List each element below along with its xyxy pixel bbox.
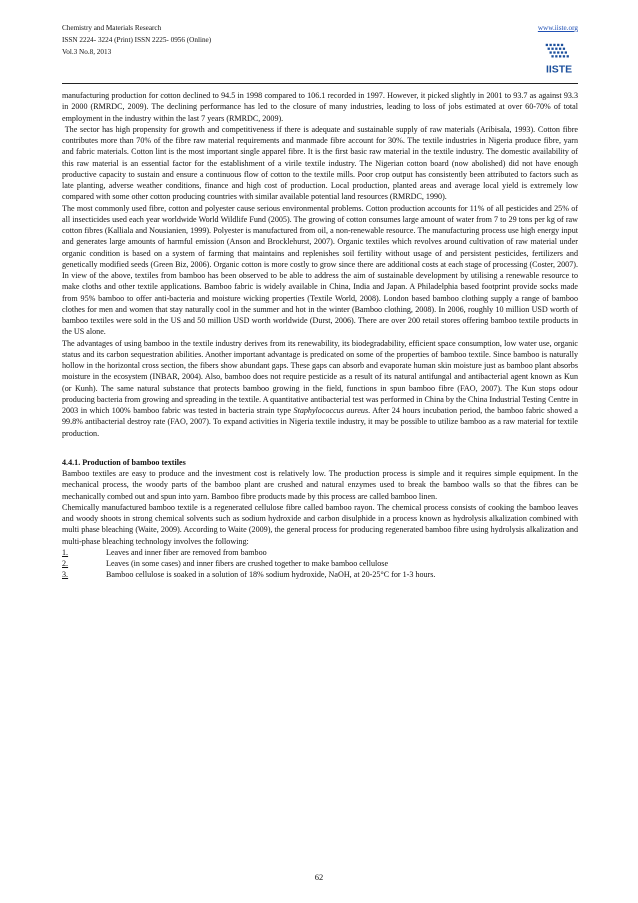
volume-line: Vol.3 No.8, 2013: [62, 48, 112, 56]
list-number: 3.: [62, 570, 69, 580]
paragraph: manufacturing production for cotton declined to 94.5 in 1998 compared to 106.1 recorded in 1997. However, it picked slightly in 2001 to 93.7 as against 93.3 in 2000 (RMRDC, 2009). The declining performance has led to the closure of many industries, leading to loss of jobs estimated at over 60-70% of total employment in the industry within the last 7 years (RMRDC, 2009).: [62, 91, 578, 123]
paragraph: The advantages of using bamboo in the textile industry derives from its renewability, its biodegradability, efficient space consumption, low water use, organic status and its carbon sequestration abilities. Another important advantage is predicated on some of the properties of bamboo textile. Since bamboo is naturally hollow in the horizontal cross section, the fibers show abundant gaps. These gaps can absorb and evaporate human skin moisture just as bamboo plant absorbs moisture in the ecosystem (INBAR, 2004). Also, bamboo does not require pesticide as a result of its natural antifungal and antibacterial agent known as Kun (or Kunh). The same natural substance that protects bamboo growing in the field, functions in spun bamboo fibre (FAO, 2007). The Kun stops odour producing bacteria from growing and spreading in the textile. A quantitative antibacterial test was performed in China by the China Industrial Testing Centre in 2003 in which 100% bamboo fabric was tested in bacteria strain type Staphylococcus aureus. After 24 hours incubation period, the bamboo fabric showed a 99.8% antibacterial destroy rate (FAO, 2007). To expand activities in Nigeria textile industry, it may be possible to utilize bamboo as a raw material for textile production.: [62, 338, 578, 438]
page-header: [62, 22, 578, 84]
page: [62, 22, 578, 581]
paragraph: Bamboo textiles are easy to produce and the investment cost is relatively low. The production process is simple and it requires simple equipment. In the mechanical process, the woody parts of the bamboo plant are crushed and natural enzymes used to break the bamboo walls so that the fibres can be mechanically combed out and spun into yarn. Bamboo fibre products made by this process are called bamboo linen.: [62, 469, 578, 501]
list-item: [62, 558, 578, 569]
list-number: 1.: [62, 547, 69, 557]
page-number: 62: [314, 872, 324, 882]
paragraph: The sector has high propensity for growth and competitiveness if there is adequate and sustainable supply of raw materials (Aribisala, 1993). Cotton fibre contributes more than 70% of the fibre raw material requirements and manmade fibre account for 30%. The textile industries in Nigeria produce fibre, yarn and fabric materials. Cotton lint is the most important single apparel fibre. It is the first basic raw material in the textile industry. The domestic availability of this raw material is an essential factor for the establishment of a virile textile industry. The Nigerian cotton board (now abolished) did not have enough productive capacity to sustain and ensure a continuous flow of cotton to the textile mills. Poor crop output has consistently been attributed to factors such as late planting, adverse weather conditions, finance and high cost of production. Local production, planted areas and average local yield is extremely low compared with some other cotton producing countries with similar available potential land resources (RMRDC, 1990).: [62, 124, 578, 202]
list-text: Leaves (in some cases) and inner fibers are crushed together to make bamboo cellulose: [106, 559, 389, 568]
journal-url-link[interactable]: www.iiste.org: [537, 24, 578, 32]
header-rule: [62, 83, 578, 84]
species-name: Staphylococcus aureus: [293, 406, 369, 415]
section-heading: 4.4.1. Production of bamboo textiles: [62, 457, 186, 467]
list-item: [62, 569, 578, 580]
issn-line: ISSN 2224- 3224 (Print) ISSN 2225- 0956 (Online): [62, 36, 212, 44]
list-item: [62, 547, 578, 558]
paragraph: The most commonly used fibre, cotton and polyester cause serious environmental problems. Cotton production accounts for 11% of all pesticides and 25% of all insecticides used each year worldwide World Wildlife Fund (2005). The growing of cotton consumes large amount of water from 7 to 29 tons per kg of raw cotton fibres (Kalliala and Nousianien, 1999). Polyester is manufactured from oil, a non-renewable resource. The manufacturing process use high energy input and generates large amounts of harmful emission (Anson and Brocklehurst, 2007). Organic textiles which revolves around cultivation of raw material under organic condition is based on a system of farming that maintains and replenishes soil fertility without usage of and persistent pesticides, fertilizers and genetically modified seeds (Green Biz, 2006). Organic cotton is more costly to grow since there are additional costs at each stage of processing (Coster, 2007). In view of the above, textiles from bamboo has been observed to be able to address the aim of sustainable development by utilising a renewable resource to make cloths and other textile applications. Bamboo fabric is widely available in China, India and Japan. A Philadelphia based footprint provide socks made from 95% bamboo to offer anti-bacteria and moisture wicking properties (Textile World, 2008). London based bamboo clothing supply a range of bamboo clothes for men and women that stay naturally cool in the summer and hot in the winter (Bamboo clothing, 2008). In 2006, roughly 10 million USD worth of bamboo textiles were sold in the US and 50 million USD worth worldwide (Durst, 2006). There are over 200 retail stores offering bamboo textile products in the US alone.: [62, 203, 578, 337]
logo-text: IISTE: [545, 64, 573, 76]
list-text: Bamboo cellulose is soaked in a solution of 18% sodium hydroxide, NaOH, at 20-25°C for 1-3 hours.: [106, 570, 436, 580]
iiste-logo-icon: [540, 40, 578, 78]
list-number: 2.: [62, 559, 69, 568]
journal-title: Chemistry and Materials Research: [62, 24, 162, 32]
article-body: [62, 90, 578, 581]
paragraph: Chemically manufactured bamboo textile is a regenerated cellulose fibre called bamboo rayon. The chemical process consists of cooking the bamboo leaves and woody shoots in strong chemical solvents such as sodium hydroxide and carbon disulphide in a process known as hydrolysis alkalization combined with multi phase bleaching (Waite, 2009). According to Waite (2009), the general process for producing regenerated bamboo fibre using hydrolysis alkalization and multi-phase bleaching technology involves the following:: [62, 502, 578, 546]
list-text: Leaves and inner fiber are removed from bamboo: [106, 547, 267, 557]
